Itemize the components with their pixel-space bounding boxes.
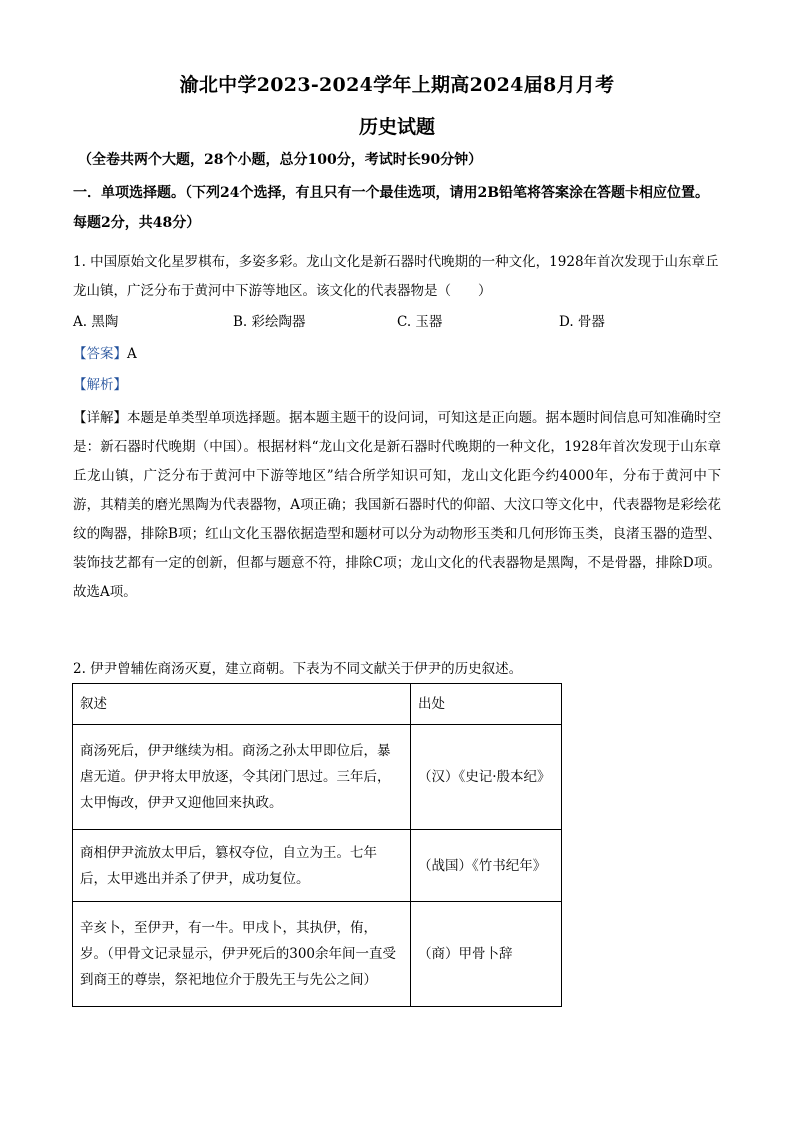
- answer-tag: 【答案】: [73, 346, 127, 362]
- option-b: B. 彩绘陶器: [233, 314, 306, 330]
- analysis-tag-text: 【解析】: [73, 377, 127, 393]
- detail-tag: 【详解】: [73, 410, 127, 426]
- table-cell-source: （汉）《史记·殷本纪》: [411, 725, 562, 830]
- option-a: A. 黑陶: [73, 314, 119, 330]
- exam-info: （全卷共两个大题，28个小题，总分100分，考试时长90分钟）: [78, 152, 483, 168]
- detail-explanation: [73, 404, 721, 607]
- table-cell-narrative: 商相伊尹流放太甲后，篡权夺位，自立为王。七年后，太甲逃出并杀了伊尹，成功复位。: [73, 830, 411, 902]
- question-1-options: [73, 310, 723, 336]
- table-row: [73, 830, 562, 902]
- table-row: [73, 902, 562, 1007]
- question-1-stem: 1. 中国原始文化星罗棋布，多姿多彩。龙山文化是新石器时代晚期的一种文化，1928年首次发现于山东章丘龙山镇，广泛分布于黄河中下游等地区。该文化的代表器物是（ ）: [73, 254, 719, 299]
- table-cell-narrative: 商汤死后，伊尹继续为相。商汤之孙太甲即位后，暴虐无道。伊尹将太甲放逐，令其闭门思过。三年后，太甲悔改，伊尹又迎他回来执政。: [73, 725, 411, 830]
- option-d: D. 骨器: [559, 314, 605, 330]
- answer-value: A: [127, 346, 137, 362]
- table-row: [73, 725, 562, 830]
- option-c: C. 玉器: [397, 314, 443, 330]
- table-header-row: [73, 684, 562, 725]
- table-cell-narrative: 辛亥卜，至伊尹，有一牛。甲戌卜，其执伊，侑，岁。（甲骨文记录显示，伊尹死后的300余年间一直受到商王的尊崇，祭祀地位介于殷先王与先公之间）: [73, 902, 411, 1007]
- analysis-tag: [73, 373, 127, 393]
- table-header-narrative: 叙述: [73, 684, 411, 725]
- table-header-source: 出处: [411, 684, 562, 725]
- subject-title: 历史试题: [358, 116, 435, 138]
- answer-line: [73, 342, 137, 362]
- exam-title: 渝北中学2023-2024学年上期高2024届8月月考: [179, 74, 615, 96]
- detail-text: 本题是单类型单项选择题。据本题主题干的设问词，可知这是正向题。据本题时间信息可知准确时空是：新石器时代晚期（中国）。根据材料“龙山文化是新石器时代晚期的一种文化，1928年首次发现于山东章丘龙山镇，广泛分布于黄河中下游等地区”结合所学知识可知，龙山文化距今约4000年，分布于黄河中下游，其精美的磨光黑陶为代表器物，A项正确；我国新石器时代的仰韶、大汶口等文化中，代表器物是彩绘花纹的陶器，排除B项；红山文化玉器依据造型和题材可以分为动物形玉类和几何形饰玉类，良渚玉器的造型、装饰技艺都有一定的创新，但都与题意不符，排除C项；龙山文化的代表器物是黑陶，不是骨器，排除D项。故选A项。: [73, 410, 721, 600]
- table-cell-source: （战国）《竹书纪年》: [411, 830, 562, 902]
- history-table: [72, 683, 562, 1007]
- section-heading: 一．单项选择题。（下列24个选择，有且只有一个最佳选项，请用2B铅笔将答案涂在答题卡相应位置。每题2分，共48分）: [73, 185, 710, 231]
- table-cell-source: （商）甲骨卜辞: [411, 902, 562, 1007]
- question-2-stem: 2. 伊尹曾辅佐商汤灭夏，建立商朝。下表为不同文献关于伊尹的历史叙述。: [73, 661, 523, 677]
